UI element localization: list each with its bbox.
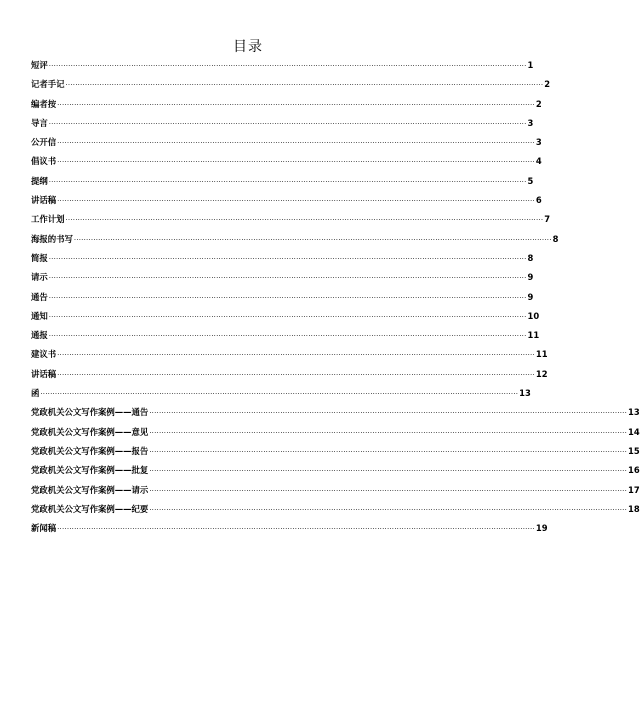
toc-entry-title: 通知 [31, 310, 48, 321]
toc-entry[interactable] [31, 155, 542, 174]
toc-leader: ····································································································································································································· [48, 177, 527, 186]
toc-entry[interactable] [31, 59, 534, 78]
toc-entry[interactable] [31, 136, 542, 155]
toc-entry[interactable] [31, 329, 540, 348]
toc-entry-title: 倡议书 [31, 156, 57, 167]
toc-entry-title: 党政机关公文写作案例——报告 [31, 445, 149, 456]
toc-entry-page: 2 [535, 98, 542, 109]
toc-leader: ····································································································································································································· [57, 525, 535, 534]
toc-entry-title: 讲话稿 [31, 368, 57, 379]
toc-entry-page: 11 [535, 349, 548, 360]
toc-entry-title: 党政机关公文写作案例——批复 [31, 465, 149, 476]
toc-entry[interactable] [31, 175, 534, 194]
toc-entry-title: 党政机关公文写作案例——请示 [31, 484, 149, 495]
toc-entry[interactable] [31, 291, 534, 310]
toc-leader: ····································································································································································································· [149, 467, 627, 476]
toc-leader: ····································································································································································································· [149, 505, 627, 514]
toc-entry-page: 11 [527, 330, 540, 341]
toc-entry-title: 讲话稿 [31, 195, 57, 206]
toc-entry-page: 9 [527, 272, 534, 283]
toc-leader: ····································································································································································································· [57, 158, 535, 167]
toc-entry-page: 12 [535, 368, 548, 379]
toc-entry-page: 8 [527, 252, 534, 263]
toc-entry-page: 16 [628, 465, 640, 476]
toc-entry-title: 提纲 [31, 175, 48, 186]
toc-entry-title: 记者手记 [31, 79, 65, 90]
toc-entry[interactable] [31, 213, 551, 232]
toc-entry-page: 3 [527, 117, 534, 128]
toc-entry-page: 8 [552, 233, 559, 244]
toc-entry-title: 党政机关公文写作案例——意见 [31, 426, 149, 437]
toc-entry-title: 简报 [31, 252, 48, 263]
toc-entry-title: 建议书 [31, 349, 57, 360]
toc-entry-page: 14 [628, 426, 640, 437]
toc-entry-page: 2 [544, 79, 551, 90]
toc-leader: ····································································································································································································· [48, 312, 527, 321]
toc-leader: ····································································································································································································· [48, 293, 527, 302]
toc-entry[interactable] [31, 387, 531, 406]
toc-entry-page: 1 [527, 60, 534, 70]
toc-entry-title: 公开信 [31, 137, 57, 148]
toc-entry[interactable] [31, 445, 640, 464]
toc-entry[interactable] [31, 522, 548, 541]
toc-entry[interactable] [31, 464, 640, 483]
toc-entry-title: 编者按 [31, 98, 57, 109]
toc-leader: ····································································································································································································· [65, 216, 544, 225]
toc-leader: ····································································································································································································· [48, 332, 527, 341]
toc-entry-page: 4 [535, 156, 542, 167]
toc-entry[interactable] [31, 484, 640, 503]
toc-entry[interactable] [31, 98, 542, 117]
toc-entry[interactable] [31, 194, 542, 213]
toc-entry[interactable] [31, 406, 640, 425]
toc-entry-title: 函 [31, 388, 40, 399]
toc-entry-page: 17 [628, 484, 640, 495]
toc-leader: ····································································································································································································· [57, 100, 535, 109]
toc-entry[interactable] [31, 252, 534, 271]
toc-entry-page: 19 [535, 523, 548, 534]
toc-entry-title: 工作计划 [31, 214, 65, 225]
toc-leader: ····································································································································································································· [149, 447, 627, 456]
toc-entry-title: 导言 [31, 117, 48, 128]
toc-entry[interactable] [31, 233, 559, 252]
toc-entry[interactable] [31, 503, 640, 522]
toc-entry[interactable] [31, 348, 548, 367]
toc-entry-page: 13 [628, 407, 640, 418]
toc-entry-page: 13 [519, 388, 531, 399]
toc-leader: ····································································································································································································· [149, 409, 627, 418]
toc-entry-title: 短评 [31, 60, 48, 70]
toc-entry[interactable] [31, 117, 534, 136]
toc-entry-page: 3 [535, 137, 542, 148]
toc-leader: ····································································································································································································· [57, 351, 535, 360]
toc-entry-title: 请示 [31, 272, 48, 283]
toc-leader: ····································································································································································································· [48, 62, 527, 70]
toc-leader: ····································································································································································································· [65, 81, 544, 90]
toc-entry-title: 党政机关公文写作案例——纪要 [31, 503, 149, 514]
toc-entry-title: 通报 [31, 330, 48, 341]
toc-leader: ····································································································································································································· [73, 235, 552, 244]
toc-entry-page: 18 [628, 503, 640, 514]
toc-entry-title: 海报的书写 [31, 233, 73, 244]
toc-entry-page: 10 [527, 310, 540, 321]
toc-leader: ····································································································································································································· [57, 370, 535, 379]
table-of-contents [31, 59, 640, 541]
page-title: 目录 [233, 39, 263, 55]
toc-leader: ····································································································································································································· [48, 119, 527, 128]
toc-entry-page: 5 [527, 175, 534, 186]
toc-entry-title: 通告 [31, 291, 48, 302]
toc-leader: ····································································································································································································· [149, 486, 627, 495]
toc-entry-page: 9 [527, 291, 534, 302]
toc-leader: ····································································································································································································· [48, 254, 527, 263]
toc-entry-page: 6 [535, 195, 542, 206]
toc-entry-page: 7 [544, 214, 551, 225]
toc-leader: ····································································································································································································· [57, 139, 535, 148]
toc-leader: ····································································································································································································· [149, 428, 627, 437]
toc-entry[interactable] [31, 368, 548, 387]
toc-entry[interactable] [31, 78, 551, 97]
toc-entry-title: 新闻稿 [31, 523, 57, 534]
toc-entry[interactable] [31, 310, 540, 329]
toc-entry[interactable] [31, 426, 640, 445]
toc-entry-title: 党政机关公文写作案例——通告 [31, 407, 149, 418]
toc-leader: ····································································································································································································· [48, 274, 527, 283]
toc-leader: ····································································································································································································· [40, 390, 519, 399]
toc-entry-page: 15 [628, 445, 640, 456]
toc-entry[interactable] [31, 271, 534, 290]
toc-leader: ····································································································································································································· [57, 197, 535, 206]
